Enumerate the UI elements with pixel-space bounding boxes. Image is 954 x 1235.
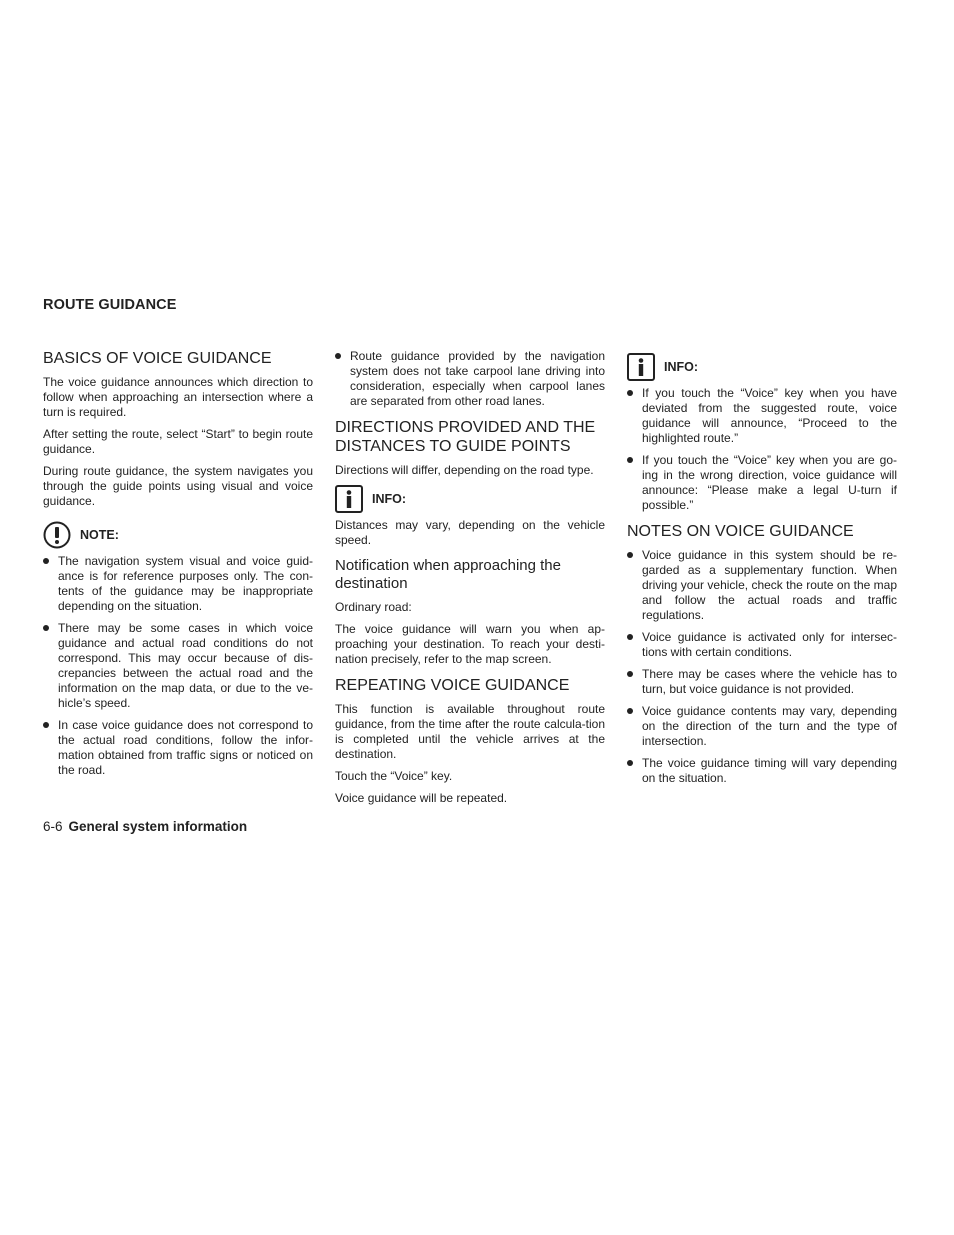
page-number: 6-6 bbox=[43, 819, 63, 834]
list-item-text: If you touch the “Voice” key when you are go-ing in the wrong direction, voice guidance will announce: “Please make a legal U-turn if possible.” bbox=[642, 453, 897, 512]
heading-directions: DIRECTIONS PROVIDED AND THE DISTANCES TO GUIDE POINTS bbox=[335, 419, 596, 455]
list-item-text: Voice guidance is activated only for intersec-tions with certain conditions. bbox=[642, 630, 897, 659]
bullet-icon bbox=[335, 353, 341, 359]
bullet-icon bbox=[627, 457, 633, 463]
footer-title: General system information bbox=[68, 819, 248, 834]
column-1 bbox=[43, 349, 313, 785]
paragraph: Directions will differ, depending on the road type. bbox=[335, 463, 594, 477]
info-icon bbox=[627, 353, 655, 381]
bullet-icon bbox=[627, 760, 633, 766]
column-2 bbox=[335, 349, 605, 813]
section-title: ROUTE GUIDANCE bbox=[43, 297, 177, 313]
note-callout bbox=[43, 521, 313, 549]
bullet-icon bbox=[627, 634, 633, 640]
note-list bbox=[43, 554, 313, 778]
bullet-icon bbox=[627, 671, 633, 677]
list-item bbox=[43, 554, 313, 614]
list-item bbox=[627, 386, 897, 446]
info-callout bbox=[627, 353, 897, 381]
heading-notes: NOTES ON VOICE GUIDANCE bbox=[627, 523, 854, 540]
page-footer bbox=[43, 819, 247, 834]
list-item bbox=[335, 349, 605, 409]
notes-list bbox=[627, 548, 897, 786]
list-item-text: There may be cases where the vehicle has to turn, but voice guidance is not provided. bbox=[642, 667, 897, 696]
paragraph: The voice guidance announces which direction to follow when approaching an intersection where a turn is required. bbox=[43, 375, 313, 419]
list-item-text: There may be some cases in which voice guidance and actual road conditions do not correspond. This may occur because of dis-crepancies between the actual road and the information on the map data, or due to the ve-hicle’s speed. bbox=[58, 621, 313, 710]
list-item bbox=[627, 453, 897, 513]
bullet-icon bbox=[627, 390, 633, 396]
info-label: INFO: bbox=[664, 360, 699, 374]
subheading-notification: Notification when approaching the destination bbox=[335, 557, 561, 592]
info-label: INFO: bbox=[372, 492, 407, 506]
list-item bbox=[43, 621, 313, 711]
list-item-text: Voice guidance contents may vary, depending on the direction of the turn and the type of intersection. bbox=[642, 704, 897, 748]
list-item bbox=[627, 756, 897, 786]
list-item-text: If you touch the “Voice” key when you have deviated from the suggested route, voice guidance will announce, “Proceed to the highlighted route.” bbox=[642, 386, 897, 445]
paragraph: During route guidance, the system navigates you through the guide points using visual and voice guidance. bbox=[43, 464, 313, 508]
list-item bbox=[627, 704, 897, 749]
paragraph: Touch the “Voice” key. bbox=[335, 769, 453, 783]
info-callout bbox=[335, 485, 605, 513]
note-label: NOTE: bbox=[80, 528, 119, 542]
list-item-text: The navigation system visual and voice guid-ance is for reference purposes only. The con-tents of the guidance may be inappropriate depending on the situation. bbox=[58, 554, 313, 613]
list-item bbox=[627, 630, 897, 660]
bullet-icon bbox=[43, 722, 49, 728]
info-icon bbox=[335, 485, 363, 513]
list-item-text: Voice guidance in this system should be re-garded as a supplementary function. When driving your vehicle, check the route on the map and follow the actual roads and traffic regulations. bbox=[642, 548, 897, 622]
carpool-list bbox=[335, 349, 605, 409]
paragraph: After setting the route, select “Start” to begin route guidance. bbox=[43, 427, 313, 456]
info-list bbox=[627, 386, 897, 513]
warning-icon bbox=[43, 521, 71, 549]
paragraph: This function is available throughout route guidance, from the time after the route calcula-tion is completed until the vehicle arrives at the destination. bbox=[335, 702, 605, 761]
paragraph: The voice guidance will warn you when ap-proaching your destination. To reach your desti-nation precisely, refer to the map screen. bbox=[335, 622, 605, 666]
bullet-icon bbox=[627, 552, 633, 558]
bullet-icon bbox=[43, 625, 49, 631]
list-item-text: Route guidance provided by the navigation system does not take carpool lane driving into consideration, especially when carpool lanes are separated from other road lanes. bbox=[350, 349, 605, 408]
paragraph: Distances may vary, depending on the vehicle speed. bbox=[335, 518, 605, 547]
bullet-icon bbox=[43, 558, 49, 564]
list-item bbox=[43, 718, 313, 778]
column-3 bbox=[627, 349, 897, 793]
list-item-text: In case voice guidance does not correspond to the actual road conditions, follow the infor-mation obtained from traffic signs or noticed on the road. bbox=[58, 718, 313, 777]
list-item bbox=[627, 667, 897, 697]
paragraph: Voice guidance will be repeated. bbox=[335, 791, 508, 805]
list-item bbox=[627, 548, 897, 623]
heading-basics: BASICS OF VOICE GUIDANCE bbox=[43, 350, 272, 367]
heading-repeating: REPEATING VOICE GUIDANCE bbox=[335, 677, 570, 694]
list-item-text: The voice guidance timing will vary depending on the situation. bbox=[642, 756, 897, 785]
bullet-icon bbox=[627, 708, 633, 714]
paragraph: Ordinary road: bbox=[335, 600, 412, 614]
